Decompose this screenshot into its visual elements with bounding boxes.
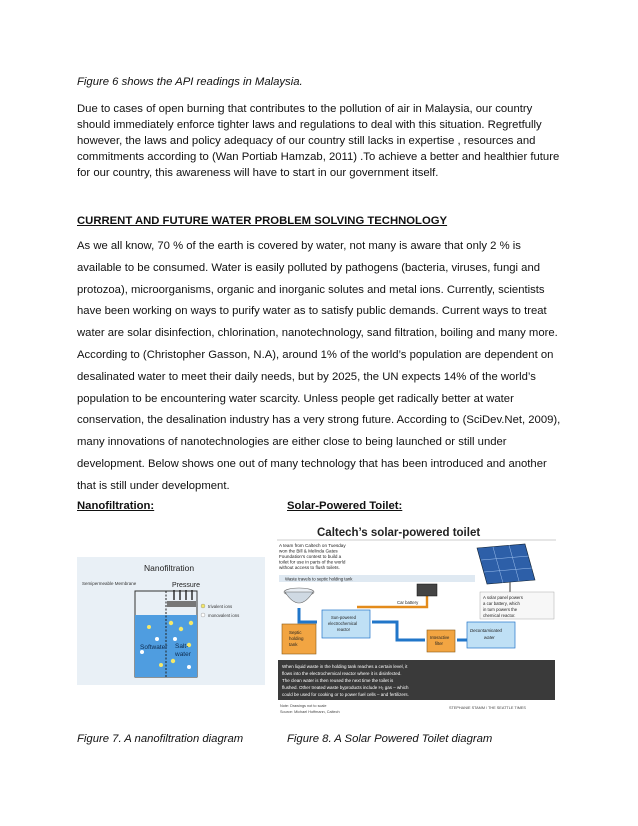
toilet-icon	[284, 588, 314, 603]
solar-callout-2: a car battery, which	[483, 601, 520, 606]
intro-line-3: Foundation’s contest to build a	[279, 554, 342, 559]
filter-label-2: filter	[435, 641, 443, 646]
section-heading: CURRENT AND FUTURE WATER PROBLEM SOLVING TECHNOLOGY	[77, 215, 448, 227]
open-burning-paragraph: Due to cases of open burning that contributes to the pollution of air in Malaysia, our country should immediately enforce tighter laws and regulations to deal with this situation. Regretfully however, the laws and policy adequacy of our country still lacks in expertise , resources and commitments according to (Wan Portiab Hamzab, 2011) .To achieve a better and healthier future for our country, this awareness will have to start in our government itself.	[77, 103, 560, 179]
septic-label-2: holding	[289, 636, 304, 641]
solar-callout-1: A solar panel powers	[483, 595, 523, 600]
saltwater-label-1: Salt-	[175, 643, 189, 650]
pressure-label: Pressure	[172, 582, 201, 589]
decon-label-1: Decontaminated	[470, 628, 502, 633]
solar-panel-icon	[477, 544, 535, 598]
nanofiltration-title: Nanofiltration	[144, 563, 195, 573]
toilet-title: Caltech’s solar-powered toilet	[317, 527, 481, 539]
nanofiltration-diagram	[77, 557, 265, 685]
septic-label-3: tank	[289, 642, 298, 647]
source-note: Note: Drawings not to scale	[280, 704, 327, 708]
artist-credit: STEPHANIE STAMM / THE SEATTLE TIMES	[449, 706, 526, 710]
softwater-label: Softwater	[140, 644, 168, 651]
note-line-1: When liquid waste in the holding tank reaches a certain level, it	[282, 664, 408, 669]
source-credit: Source: Michael Hoffmann, Caltech	[280, 710, 340, 714]
note-line-2: flows into the electrochemical reactor where it is disinfected.	[282, 671, 402, 676]
figure-7-caption: Figure 7. A nanofiltration diagram	[77, 733, 244, 745]
septic-label-1: Septic	[289, 630, 302, 635]
solar-toilet-svg	[277, 522, 556, 716]
figure-6-reference: Figure 6 shows the API readings in Malaysia.	[77, 76, 303, 88]
note-line-4: flushed. Other treated waste byproducts include H₂ gas – which	[282, 685, 409, 690]
nanofiltration-subheading: Nanofiltration:	[77, 500, 155, 512]
reactor-label-2: electrochemical	[328, 621, 358, 626]
reactor-label-3: reactor	[337, 627, 351, 632]
reactor-label-1: Sun-powered	[331, 615, 356, 620]
note-line-3: The clean water is then reused the next time the toilet is	[282, 678, 394, 683]
solar-toilet-subheading: Solar-Powered Toilet:	[287, 500, 403, 512]
intro-line-4: toilet for use in parts of the world	[279, 559, 346, 565]
solar-callout-4: chemical reactor.	[483, 613, 516, 618]
legend-monovalent: monovalent ions	[208, 613, 240, 618]
water-paragraph: As we all know, 70 % of the earth is covered by water, not many is aware that only 2 % is available to be consumed. Water is easily polluted by pathogens (bacteria, viruses, fungi and protozoa), microorganisms, organic and inorganic solutes and metal ions. Currently, scientists have been working on ways to purify water as to satisfy public demands. Current ways to treat water are solar disinfection, chlorination, nanotechnology, sand filtration, boiling and many more. According to (Christopher Gasson, N.A), around 1% of the world’s population are dependent on desalinated water to meet their daily needs, but by 2025, the UN expects 14% of the world’s population to be encountering water scarcity. Unless people get radically better at water conservation, the desalination industry has a very strong future. According to (SciDev.Net, 2009), many innovations of nanotechnologies are either close to being launched or still under development. Below shows one out of many technology that has been introduced and another that is still under development.	[77, 240, 561, 492]
membrane-label: Semipermeable Membrane	[82, 581, 137, 586]
solar-toilet-diagram	[277, 522, 556, 716]
filter-label-1: Interactive	[430, 635, 450, 640]
legend-trivalent: trivalent ions	[208, 604, 233, 609]
waste-label: Waste travels to septic holding tank	[285, 576, 353, 582]
intro-line-1: A team from Caltech on Tuesday	[279, 543, 346, 548]
intro-line-5: without access to flush toilets.	[279, 565, 340, 570]
saltwater-label-2: water	[175, 651, 191, 658]
intro-line-2: won the Bill & Melinda Gates	[279, 548, 338, 554]
nanofiltration-svg	[77, 557, 265, 685]
battery-label: Car battery	[397, 600, 419, 605]
note-line-5: could be used for cooking or to power fuel cells – and fertilizers.	[282, 692, 409, 697]
decon-label-2: water	[484, 635, 495, 640]
figure-8-caption: Figure 8. A Solar Powered Toilet diagram	[287, 733, 493, 745]
solar-callout-3: in turn powers the	[483, 607, 518, 612]
